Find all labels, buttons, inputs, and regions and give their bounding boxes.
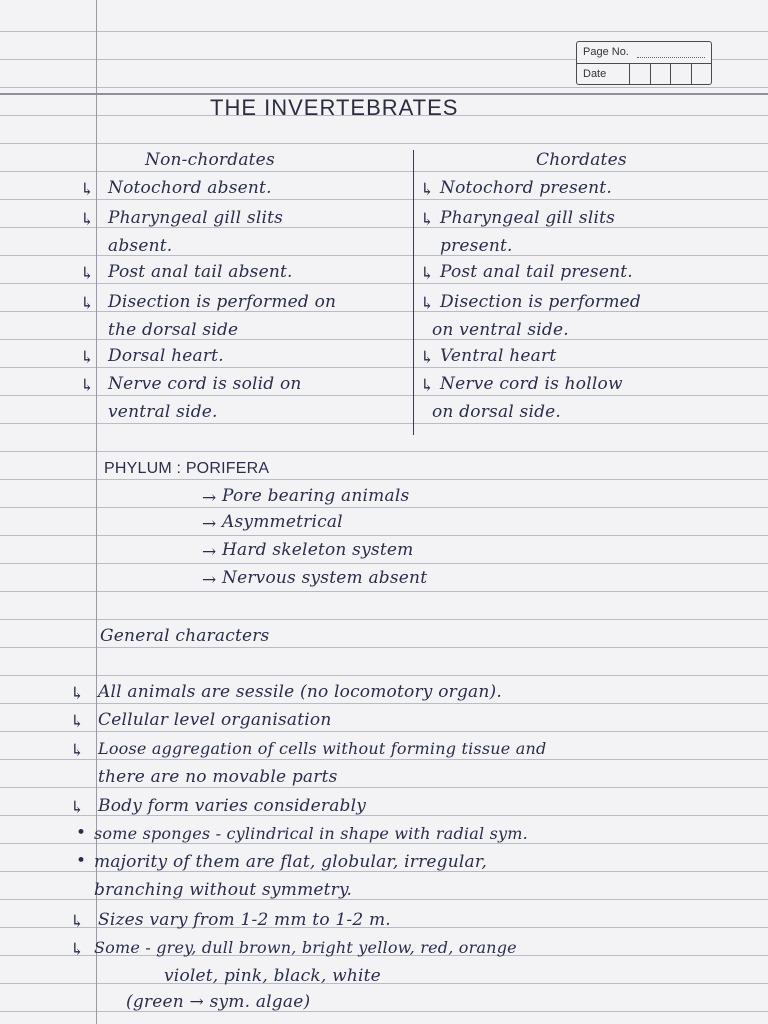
general-line: branching without symmetry. bbox=[94, 880, 353, 900]
right-row: on ventral side. bbox=[432, 320, 569, 340]
arrow-right-icon: → bbox=[202, 542, 217, 562]
right-row: on dorsal side. bbox=[432, 402, 562, 422]
bullet-arrow-icon: ↳ bbox=[420, 180, 435, 200]
left-row: Post anal tail absent. bbox=[108, 262, 293, 282]
bullet-arrow-icon: ↳ bbox=[420, 348, 435, 368]
date-label: Date bbox=[583, 68, 607, 80]
right-row: Ventral heart bbox=[440, 346, 557, 366]
left-row: Dorsal heart. bbox=[108, 346, 224, 366]
bullet-arrow-icon: ↳ bbox=[80, 264, 95, 284]
general-line: majority of them are flat, globular, irregular, bbox=[94, 852, 487, 872]
left-row: Pharyngeal gill slits bbox=[108, 208, 284, 228]
left-row: Disection is performed on bbox=[108, 292, 337, 312]
general-line: Cellular level organisation bbox=[98, 710, 332, 730]
bullet-arrow-icon: ↳ bbox=[80, 210, 95, 230]
bullet-arrow-icon: ↳ bbox=[80, 180, 95, 200]
bullet-arrow-icon: ↳ bbox=[420, 376, 435, 396]
right-row: Nerve cord is hollow bbox=[440, 374, 623, 394]
bullet-arrow-icon: ↳ bbox=[80, 376, 95, 396]
bullet-arrow-icon: ↳ bbox=[70, 684, 85, 704]
page-title: THE INVERTEBRATES bbox=[210, 95, 459, 120]
bullet-arrow-icon: ↳ bbox=[70, 798, 85, 818]
phylum-point: Asymmetrical bbox=[222, 512, 343, 532]
general-line: there are no movable parts bbox=[98, 767, 338, 787]
bullet-arrow-icon: ↳ bbox=[70, 712, 85, 732]
left-row: ventral side. bbox=[108, 402, 218, 422]
page-no-label: Page No. bbox=[583, 46, 629, 58]
bullet-arrow-icon: ↳ bbox=[70, 741, 85, 761]
right-row: Notochord present. bbox=[440, 178, 612, 198]
right-row: Pharyngeal gill slits bbox=[440, 208, 616, 228]
general-heading: General characters bbox=[100, 626, 270, 646]
page-number-box bbox=[576, 41, 712, 85]
bullet-dot-icon: • bbox=[76, 851, 87, 871]
phylum-point: Hard skeleton system bbox=[222, 540, 414, 560]
bullet-arrow-icon: ↳ bbox=[80, 348, 95, 368]
bullet-arrow-icon: ↳ bbox=[80, 294, 95, 314]
right-row: Post anal tail present. bbox=[440, 262, 633, 282]
general-line: All animals are sessile (no locomotory organ). bbox=[98, 682, 502, 702]
bullet-arrow-icon: ↳ bbox=[70, 940, 85, 960]
page-no-row bbox=[577, 42, 711, 63]
left-row: Notochord absent. bbox=[108, 178, 272, 198]
bullet-arrow-icon: ↳ bbox=[420, 264, 435, 284]
bullet-arrow-icon: ↳ bbox=[420, 210, 435, 230]
general-line: violet, pink, black, white bbox=[164, 966, 381, 986]
phylum-point: Pore bearing animals bbox=[222, 486, 410, 506]
general-line: Some - grey, dull brown, bright yellow, red, orange bbox=[94, 938, 517, 957]
bullet-dot-icon: • bbox=[76, 823, 87, 843]
right-header: Chordates bbox=[536, 150, 627, 170]
left-row: absent. bbox=[108, 236, 173, 256]
general-line: Loose aggregation of cells without forming tissue and bbox=[98, 739, 547, 758]
date-row bbox=[577, 63, 711, 85]
phylum-heading: PHYLUM : PORIFERA bbox=[104, 460, 270, 477]
right-row: present. bbox=[440, 236, 513, 256]
left-header: Non-chordates bbox=[145, 150, 275, 170]
general-line: Sizes vary from 1-2 mm to 1-2 m. bbox=[98, 910, 391, 930]
general-line: Body form varies considerably bbox=[98, 796, 367, 816]
general-line: some sponges - cylindrical in shape with radial sym. bbox=[94, 824, 528, 843]
phylum-point: Nervous system absent bbox=[222, 568, 428, 588]
bullet-arrow-icon: ↳ bbox=[70, 912, 85, 932]
arrow-right-icon: → bbox=[202, 488, 217, 508]
left-row: the dorsal side bbox=[108, 320, 239, 340]
arrow-right-icon: → bbox=[202, 514, 217, 534]
column-divider bbox=[413, 150, 414, 435]
bullet-arrow-icon: ↳ bbox=[420, 294, 435, 314]
general-line: (green → sym. algae) bbox=[126, 992, 311, 1012]
arrow-right-icon: → bbox=[202, 570, 217, 590]
left-row: Nerve cord is solid on bbox=[108, 374, 302, 394]
right-row: Disection is performed bbox=[440, 292, 641, 312]
